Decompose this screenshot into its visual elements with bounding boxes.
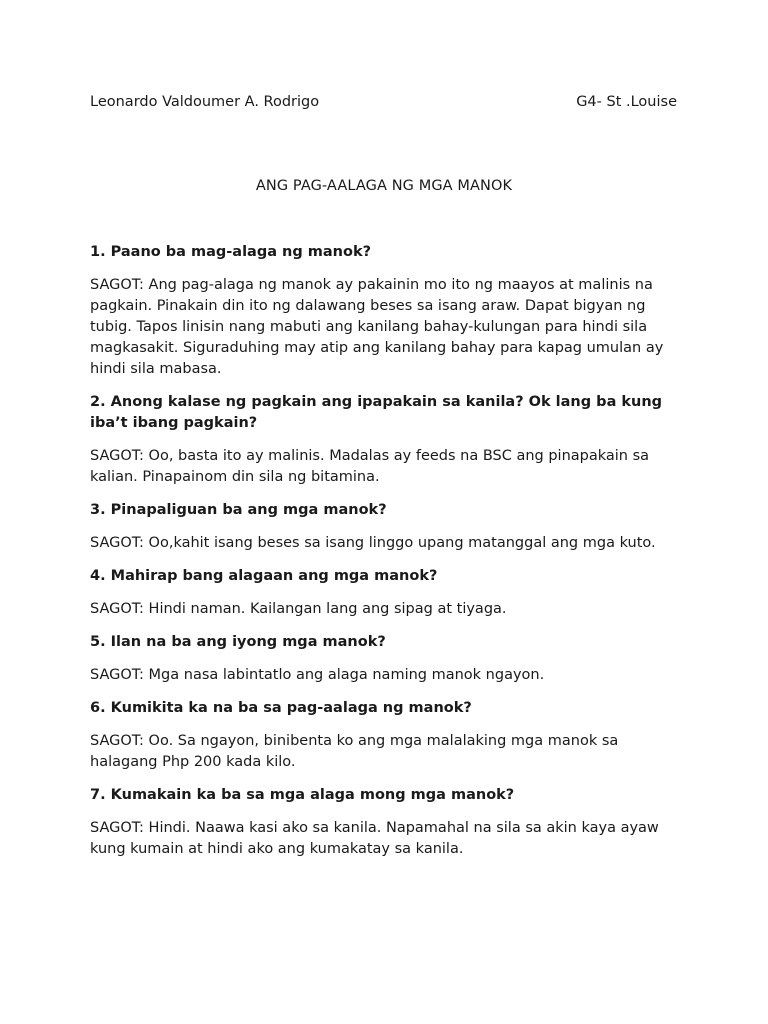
qa-item xyxy=(90,566,680,620)
question: 1. Paano ba mag-alaga ng manok? xyxy=(90,244,372,260)
qa-item xyxy=(90,785,680,860)
qa-item xyxy=(90,392,680,488)
answer: SAGOT: Mga nasa labintatlo ang alaga naming manok ngayon. xyxy=(90,667,545,683)
answer: SAGOT: Ang pag-alaga ng manok ay pakainin mo ito ng maayos at malinis na pagkain. Pinakain din ito ng dalawang beses sa isang araw. Dapat bigyan ng tubig. Tapos linisin nang mabuti ang kanilang bahay-kulungan para hindi sila magkasakit. Siguraduhing may atip ang kanilang bahay para kapag umulan ay hindi sila mabasa. xyxy=(90,277,664,377)
question: 3. Pinapaliguan ba ang mga manok? xyxy=(90,502,387,518)
question: 7. Kumakain ka ba sa mga alaga mong mga manok? xyxy=(90,787,515,803)
answer: SAGOT: Oo. Sa ngayon, binibenta ko ang mga malalaking mga manok sa halagang Php 200 kada kilo. xyxy=(90,733,619,770)
answer: SAGOT: Hindi. Naawa kasi ako sa kanila. Napamahal na sila sa akin kaya ayaw kung kumain at hindi ako ang kumakatay sa kanila. xyxy=(90,820,659,857)
qa-list xyxy=(90,242,680,872)
qa-item xyxy=(90,242,680,380)
answer: SAGOT: Hindi naman. Kailangan lang ang sipag at tiyaga. xyxy=(90,601,507,617)
question: 2. Anong kalase ng pagkain ang ipapakain sa kanila? Ok lang ba kung iba’t ibang pagkain? xyxy=(90,394,663,431)
question: 4. Mahirap bang alagaan ang mga manok? xyxy=(90,568,438,584)
qa-item xyxy=(90,632,680,686)
answer: SAGOT: Oo,kahit isang beses sa isang linggo upang matanggal ang mga kuto. xyxy=(90,535,656,551)
author-name: Leonardo Valdoumer A. Rodrigo xyxy=(90,94,320,110)
qa-item xyxy=(90,698,680,773)
qa-item xyxy=(90,500,680,554)
document-title: ANG PAG-AALAGA NG MGA MANOK xyxy=(255,178,513,194)
answer: SAGOT: Oo, basta ito ay malinis. Madalas ay feeds na BSC ang pinapakain sa kalian. Pinapainom din sila ng bitamina. xyxy=(90,448,650,485)
header-row xyxy=(90,93,677,111)
class-section: G4- St .Louise xyxy=(576,94,677,110)
question: 5. Ilan na ba ang iyong mga manok? xyxy=(90,634,386,650)
question: 6. Kumikita ka na ba sa pag-aalaga ng manok? xyxy=(90,700,472,716)
